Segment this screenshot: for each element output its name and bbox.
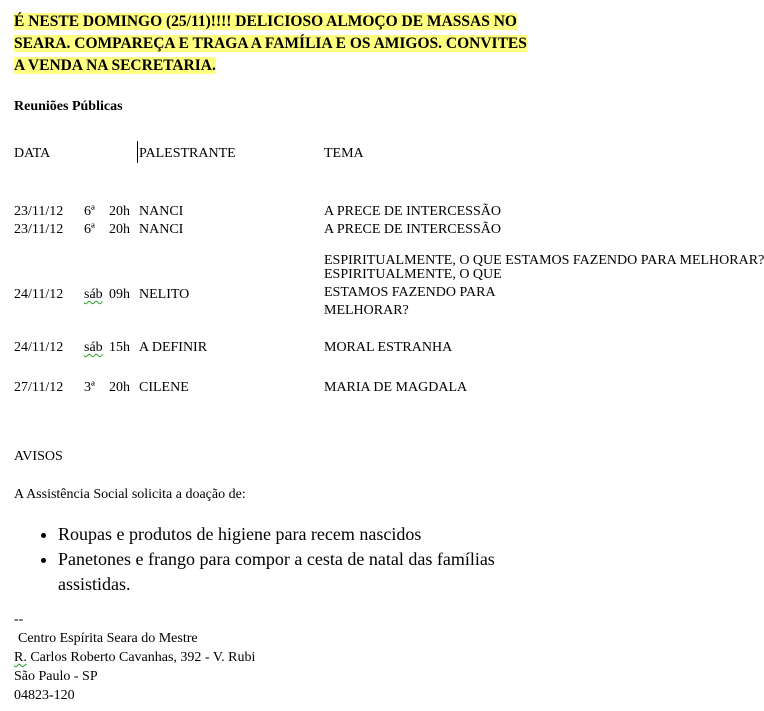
signature-separator: -- [14, 612, 24, 627]
ghost-topic: A PRECE DE INTERCESSÃO [324, 204, 501, 219]
row-3-topic: MORAL ESTRANHA [324, 340, 453, 355]
notices-intro: A Assistência Social solicita a doação de: [14, 487, 246, 502]
ghost-topic-2: ESPIRITUALMENTE, O QUE ESTAMOS FAZENDO PARA MELHORAR? [324, 253, 764, 268]
row-4-speaker: CILENE [139, 380, 189, 395]
announcement-text: É NESTE DOMINGO (25/11)!!!! DELICIOSO ALMOÇO DE MASSAS NO SEARA. COMPAREÇA E TRAGA A FAMÍLIA E OS AMIGOS. CONVITES A VENDA NA SECRETARIA. [14, 13, 527, 74]
row-2-day: sáb [84, 287, 103, 302]
ghost-date: 23/11/12 [14, 204, 64, 219]
row-4-day: 3ª [84, 380, 95, 395]
clipped-ghost-row [0, 200, 529, 219]
ghost-day: 6ª [84, 204, 95, 219]
row-1-date: 23/11/12 [14, 222, 64, 237]
row-3-speaker: A DEFINIR [139, 340, 208, 355]
row-2-time: 09h [109, 287, 130, 302]
signature-address-rest: Carlos Roberto Cavanhas, 392 - V. Rubi [26, 650, 256, 665]
row-2-topic: ESPIRITUALMENTE, O QUE ESTAMOS FAZENDO PARA MELHORAR? [324, 267, 502, 318]
donation-list [36, 522, 550, 597]
header-topic: TEMA [324, 146, 364, 161]
section-title-public-meetings: Reuniões Públicas [14, 99, 123, 114]
row-1-speaker: NANCI [139, 222, 184, 237]
clipped-ghost-topic [0, 248, 764, 268]
donation-item: • Roupas e produtos de higiene para recem nascidos [58, 522, 550, 547]
row-1-topic: A PRECE DE INTERCESSÃO [324, 222, 501, 237]
signature-zip: 04823-120 [14, 688, 75, 703]
header-speaker: PALESTRANTE [139, 146, 236, 161]
row-1-day: 6ª [84, 222, 95, 237]
announcement-banner [14, 11, 528, 77]
text-cursor [137, 141, 138, 163]
row-2-speaker: NELITO [139, 287, 190, 302]
row-3-date: 24/11/12 [14, 340, 64, 355]
row-2-date: 24/11/12 [14, 287, 64, 302]
row-1-time: 20h [109, 222, 130, 237]
row-4-time: 20h [109, 380, 130, 395]
donation-item: • Panetones e frango para compor a cesta de natal das famílias assistidas. [58, 547, 550, 597]
row-4-date: 27/11/12 [14, 380, 64, 395]
signature-block [14, 610, 255, 705]
ghost-time: 20h [109, 204, 130, 219]
notices-title: AVISOS [14, 449, 63, 464]
signature-address [14, 648, 255, 667]
signature-address-prefix: R. [14, 650, 27, 665]
ghost-speaker: NANCI [139, 204, 184, 219]
signature-org: Centro Espírita Seara do Mestre [18, 631, 198, 646]
header-date: DATA [14, 146, 51, 161]
row-3-day: sáb [84, 340, 103, 355]
row-4-topic: MARIA DE MAGDALA [324, 380, 468, 395]
signature-city: São Paulo - SP [14, 669, 98, 684]
row-3-time: 15h [109, 340, 130, 355]
